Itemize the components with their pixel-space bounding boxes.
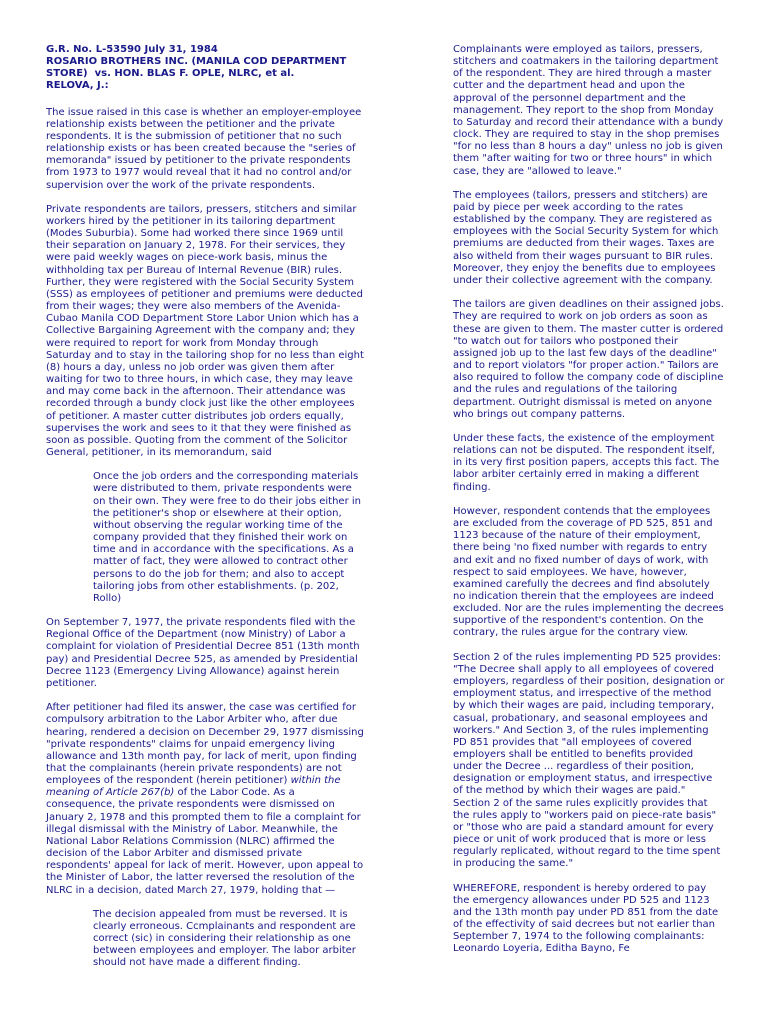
block-quote: Once the job orders and the corresponding materials were distributed to them, private respondents were on their own. They were free to do their jobs either in the petitioner's shop or elsewhere at their option, without observing the regular working time of the company provided that they finished their work on time and in accordance with the specifications. As a matter of fact, they were allowed to contract other persons to do the job for them; and also to accept tailoring jobs from other establishments. (p. 202, Rollo) [93,471,361,604]
paragraph: On September 7, 1977, the private respondents filed with the Regional Office of the Department (now Ministry) of Labor a complaint for violation of Presidential Decree 851 (13th month pay) and Presidential Decree 525, as amended by Presidential Decree 1123 (Emergency Living Allowance) against herein petitioner. [46,617,360,689]
emphasis-text: within the meaning of Article 267(b) [46,775,341,799]
paragraph [46,702,366,897]
case-party-b: HON. BLAS F. OPLE, NLRC, et al. [114,68,295,80]
paragraph: Under these facts, the existence of the employment relations can not be disputed. The respondent itself, in its very first position papers, accepts this fact. The labor arbiter certainly erred in making a different finding. [453,432,720,493]
paragraph-text: After petitioner had filed its answer, the case was certified for compulsory arbitration to the Labor Arbiter who, after due hearing, rendered a decision on December 29, 1977 dismissing "private respondents" claims for unpaid emergency living allowance and 13th month pay, for lack of merit, upon finding that the complainants (herein private respondents) are not employees of the respondent (herein petitioner) [46,702,364,787]
case-title-line: ROSARIO BROTHERS INC. (MANILA COD DEPARTMENT [46,56,347,68]
paragraph-text: of the Labor Code. As a consequence, the private respondents were dismissed on January 2, 1978 and this prompted them to file a complaint for illegal dismissal with the Ministry of Labor. Meanwhile, the National Labor Relations Commission (NLRC) affirmed the decision of the Labor Arbiter and dismissed private respondents' appeal for lack of merit. However, upon appeal to the Minister of Labor, the latter reversed the resolution of the NLRC in a decision, dated March 27, 1979, holding that — [46,787,364,896]
block-quote: The decision appealed from must be reversed. It is clearly erroneous. Ccmplainants and respondent are correct (sic) in considering their relationship as one between employees and employer. The labor arbiter should not have made a different finding. [93,908,356,969]
paragraph: Section 2 of the rules implementing PD 525 provides: "The Decree shall apply to all employees of covered employers, regardless of their position, designation or employment status, and irrespective of the method by which their wages are paid, including temporary, casual, probationary, and seasonal employees and workers." And Section 3, of the rules implementing PD 851 provides that "all employees of covered employers shall be entitled to benefits provided under the Decree ... regardless of their position, designation or employment status, and irrespective of the method by which their wages are paid." Section 2 of the same rules explicitly provides that the rules apply to "workers paid on piece-rate basis" or "those who are paid a standard amount for every piece or unit of work produced that is more or less regularly replicated, without regard to the time spent in producing the same." [453,651,725,870]
case-party-a: STORE) [46,68,88,80]
paragraph: However, respondent contends that the employees are excluded from the coverage of PD 525, 851 and 1123 because of the nature of their employment, there being 'no fixed number with regards to entry and exit and no fixed number of days of work, with respect to said employees. We have, however, examined carefully the decrees and find absolutely no indication therein that the employees are indeed excluded. Nor are the rules implementing the decrees supportive of the respondent's contention. On the contrary, the rules argue for the contrary view. [453,505,724,639]
case-heading [46,44,366,93]
paragraph: The tailors are given deadlines on their assigned jobs. They are required to work on job orders as soon as these are given to them. The master cutter is ordered "to watch out for tailors who postponed their assigned job up to the last few days of the deadline" and to report violators "for proper action." Tailors are also required to follow the company code of discipline and the rules and regulations of the tailoring department. Outright dismissal is meted on anyone who brings out company patterns. [453,299,724,420]
case-ponente: RELOVA, J.: [46,80,109,92]
paragraph: The employees (tailors, pressers and stitchers) are paid by piece per week according to the rates established by the company. They are registered as employees with the Social Security System for which premiums are deducted from their wages. Taxes are also witheld from their wages pursuant to BIR rules. Moreover, they enjoy the benefits due to employees under their collective agreement with the company. [453,189,719,286]
paragraph: Private respondents are tailors, pressers, stitchers and similar workers hired by the petitioner in its tailoring department (Modes Suburbia). Some had worked there since 1969 until their separation on January 2, 1978. For their services, they were paid weekly wages on piece-work basis, minus the withholding tax per Bureau of Internal Revenue (BIR) rules. Further, they were registered with the Social Security System (SSS) as employees of petitioner and premiums were deducted from their wages; they were also members of the Avenida-Cubao Manila COD Department Store Labor Union which has a Collective Bargaining Agreement with the company and; they were required to report for work from Monday through Saturday and to stay in the tailoring shop for no less than eight (8) hours a day, unless no job order was given them after waiting for two to three hours, in which case, they may leave and may come back in the afternoon. Their attendance was recorded through a bundy clock just like the other employees of petitioner. A master cutter distributes job orders equally, supervises the work and sees to it that they were finished as soon as possible. Quoting from the comment of the Solicitor General, petitioner, in its memorandum, said [46,203,364,458]
case-number: G.R. No. L-53590 July 31, 1984 [46,44,218,55]
left-column [46,44,366,970]
case-title-line [46,68,366,80]
right-column [453,44,725,968]
case-vs: vs. [94,68,111,80]
paragraph: Complainants were employed as tailors, pressers, stitchers and coatmakers in the tailoring department of the respondent. They are hired through a master cutter and the department head and upon the approval of the personnel department and the management. They report to the shop from Monday to Saturday and record their attendance with a bundy clock. They are required to stay in the shop premises "for no less than 8 hours a day" unless no job is given them "after waiting for two or three hours" in which case, they are "allowed to leave." [453,44,724,177]
paragraph: WHEREFORE, respondent is hereby ordered to pay the emergency allowances under PD 525 and 1123 and the 13th month pay under PD 851 from the date of the effectivity of said decrees but not earlier than September 7, 1974 to the following complainants: Leonardo Loyeria, Editha Bayno, Fe [453,882,719,955]
paragraph: The issue raised in this case is whether an employer-employee relationship exists between the petitioner and the private respondents. It is the submission of petitioner that no such relationship exists or has been created because the "series of memoranda" issued by petitioner to the private respondents from 1973 to 1977 would reveal that it had no control and/or supervision over the work of the private respondents. [46,106,362,191]
